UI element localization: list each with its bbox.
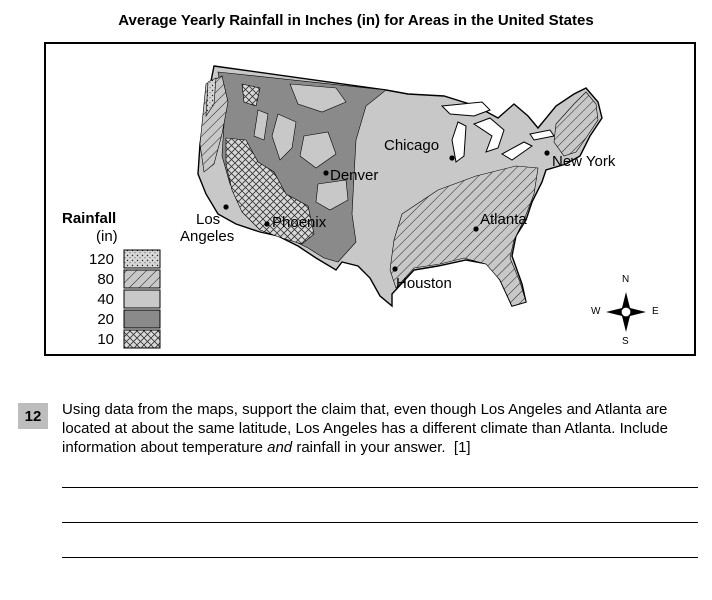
legend-swatch-10 [124, 330, 160, 348]
legend-row-40 [76, 289, 122, 309]
legend-row-20 [76, 309, 122, 329]
rainfall-80-northeast [554, 92, 598, 156]
city-label-new-york: New York [552, 153, 616, 170]
legend-value: 10 [97, 330, 114, 348]
legend-value: 40 [97, 290, 114, 308]
question-text-emphasis: and [267, 439, 293, 456]
atlanta-dot [473, 226, 478, 231]
compass-north: N [622, 274, 630, 285]
question-points: [1] [453, 439, 471, 456]
question-text [62, 400, 702, 457]
compass-rose-icon [606, 292, 646, 332]
city-label-los-angeles-1: Los [196, 211, 221, 228]
city-label-phoenix: Phoenix [272, 214, 327, 231]
legend-value: 80 [97, 270, 114, 288]
legend-swatch-80 [124, 270, 160, 288]
question-text-part2: rainfall in your answer. [292, 439, 446, 456]
answer-line-3[interactable] [62, 557, 698, 558]
city-label-denver: Denver [330, 167, 379, 184]
phoenix-dot [264, 221, 269, 226]
new-york-dot [544, 150, 549, 155]
compass-south: S [622, 336, 629, 347]
question-number: 12 [18, 403, 48, 429]
map-frame [44, 42, 696, 356]
city-label-atlanta: Atlanta [480, 211, 527, 228]
answer-line-1[interactable] [62, 487, 698, 488]
legend-row-80 [76, 269, 122, 289]
city-label-los-angeles-2: Angeles [180, 228, 235, 245]
answer-line-2[interactable] [62, 522, 698, 523]
map-title: Average Yearly Rainfall in Inches (in) for Areas in the United States [118, 12, 594, 29]
question-text-part1: Using data from the maps, support the claim that, even though Los Angeles and Atlanta are located at about the same latitude, Los Angeles has a different climate than Atlanta. Include information about temperature [62, 401, 668, 456]
compass-east: E [652, 306, 659, 317]
legend-swatch-120 [124, 250, 160, 268]
denver-dot [323, 170, 328, 175]
legend-row-10 [76, 329, 122, 349]
legend-swatch-40 [124, 290, 160, 308]
legend-row-120 [76, 249, 122, 269]
legend-value: 120 [88, 250, 114, 268]
legend-swatch-20 [124, 310, 160, 328]
legend-swatches [124, 250, 160, 348]
legend-title: Rainfall [62, 210, 117, 227]
compass-west: W [591, 306, 601, 317]
houston-dot [392, 266, 397, 271]
legend-unit: (in) [96, 228, 118, 245]
los-angeles-dot [223, 204, 228, 209]
city-label-chicago: Chicago [384, 137, 440, 154]
city-label-houston: Houston [396, 275, 452, 292]
legend-value: 20 [97, 310, 114, 328]
chicago-dot [449, 155, 454, 160]
